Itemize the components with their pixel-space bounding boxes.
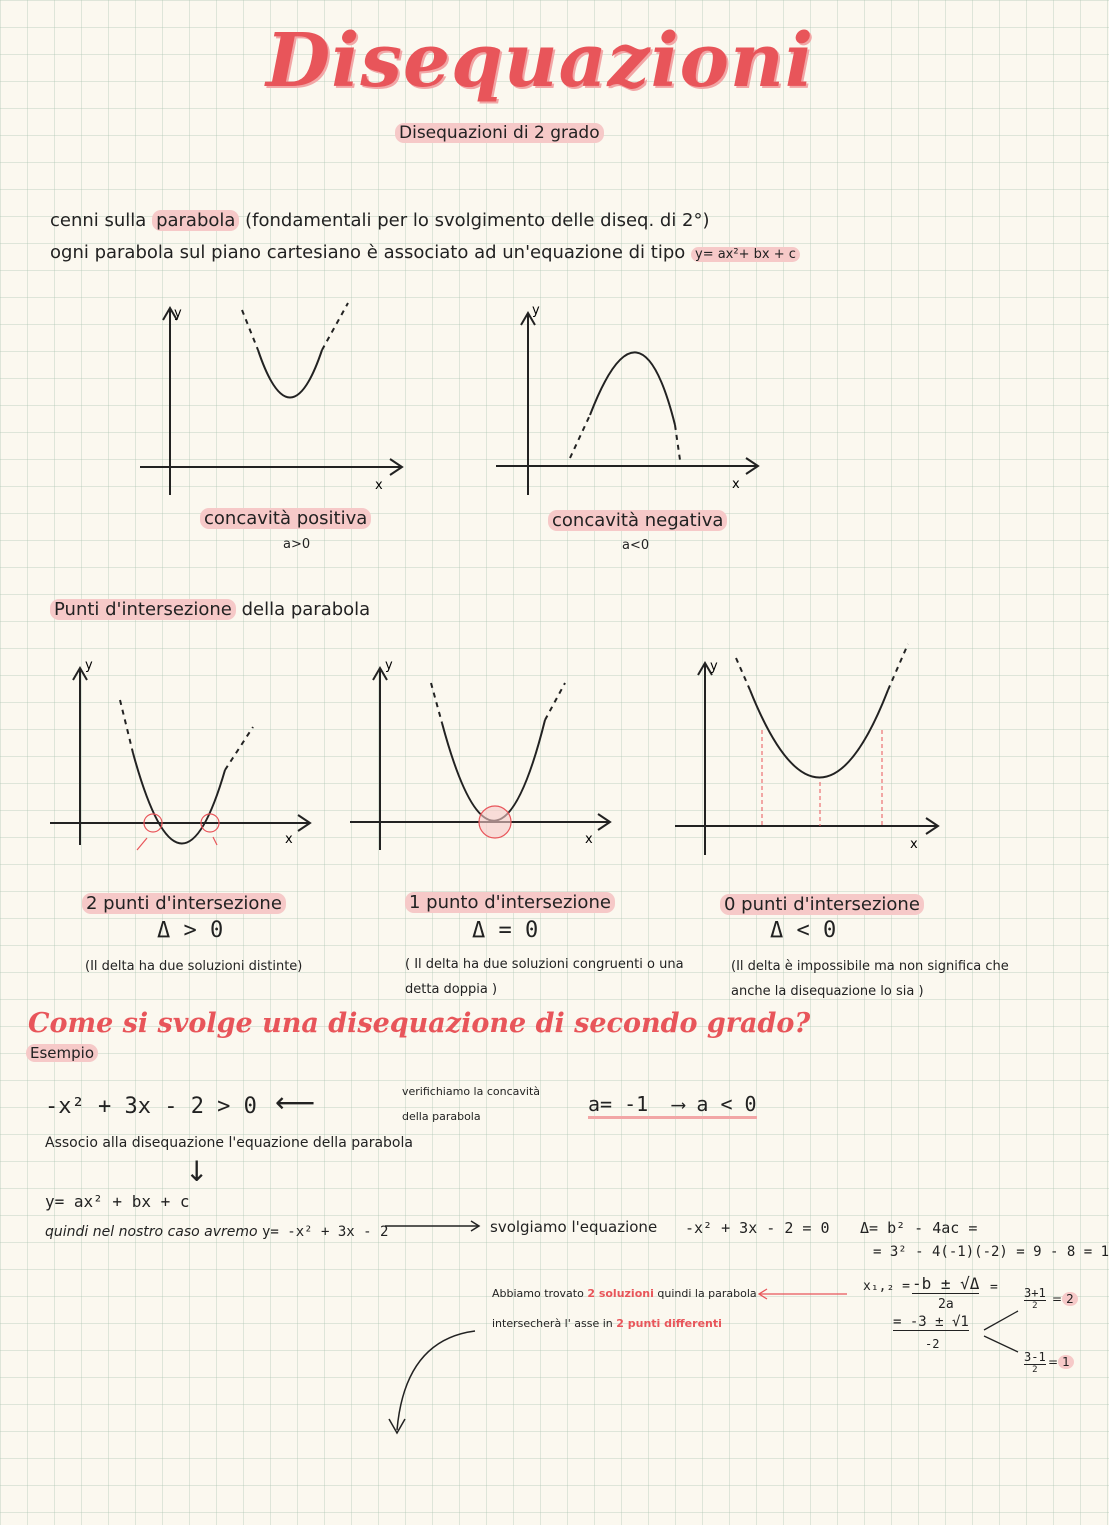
example-label: Esempio xyxy=(26,1044,98,1062)
arrow-right-icon xyxy=(385,1218,485,1234)
delta-line-1: Δ= b² - 4ac = xyxy=(860,1219,978,1237)
subtitle: Disequazioni di 2 grado xyxy=(395,123,604,143)
fraction2-numerator: = -3 ± √1 xyxy=(893,1314,969,1330)
general-form: y= ax² + bx + c xyxy=(45,1192,190,1211)
arrow-left-red-icon xyxy=(755,1286,850,1302)
solution-2-value: = 1 xyxy=(1048,1355,1074,1369)
found-text-2: intersecherà l' asse in 2 punti differenti xyxy=(492,1317,722,1330)
concavity-negative-cond: a<0 xyxy=(622,538,650,553)
specific-equation: y= -x² + 3x - 2 xyxy=(262,1224,389,1240)
x12-label: x₁,₂ = xyxy=(863,1279,910,1294)
x-axis-label: x xyxy=(732,477,740,492)
branch-lines xyxy=(982,1308,1022,1358)
concavity-positive-cond: a>0 xyxy=(283,537,311,552)
case-one-delta: Δ = 0 xyxy=(472,918,539,943)
fraction-numerator: -b ± √Δ xyxy=(912,1274,980,1293)
intersections-heading: Punti d'intersezione della parabola xyxy=(50,599,370,620)
case-one-note-2: detta doppia ) xyxy=(405,982,498,997)
a-value: a= -1 ⟶ a < 0 xyxy=(588,1092,757,1119)
case-zero-label: 0 punti d'intersezione xyxy=(720,894,924,915)
found-text-1: Abbiamo trovato 2 soluzioni quindi la parabola xyxy=(492,1287,757,1300)
example-question: Come si svolge una disequazione di secondo grado? xyxy=(28,1008,811,1039)
solution-1-value: = 2 xyxy=(1052,1292,1078,1306)
quadratic-equation: -x² + 3x - 2 = 0 xyxy=(685,1219,830,1237)
down-arrow-icon: ↓ xyxy=(185,1155,209,1188)
graph-two-intersections xyxy=(45,655,325,855)
example-inequality: -x² + 3x - 2 > 0 xyxy=(45,1094,257,1119)
y-axis-label: y xyxy=(85,658,93,673)
concavity-negative-label: concavità negativa xyxy=(548,510,727,531)
fraction2-denominator: -2 xyxy=(925,1337,940,1351)
y-axis-label: y xyxy=(710,659,718,674)
graph-concavity-negative xyxy=(490,300,780,500)
check-concavity-2: della parabola xyxy=(402,1110,481,1123)
case-zero-note-1: (Il delta è impossibile ma non significa che xyxy=(731,959,1009,974)
case-zero-note-2: anche la disequazione lo sia ) xyxy=(731,984,924,999)
concavity-positive-label: concavità positiva xyxy=(200,508,371,529)
x-axis-label: x xyxy=(585,832,593,847)
page-title: Disequazioni xyxy=(266,18,814,104)
quindi-text: quindi nel nostro caso avremo xyxy=(45,1224,258,1240)
x-axis-label: x xyxy=(910,837,918,852)
graph-concavity-positive xyxy=(130,295,420,505)
solution-2: 3-1 2 xyxy=(1024,1350,1046,1375)
y-axis-label: y xyxy=(385,658,393,673)
x-axis-label: x xyxy=(375,478,383,493)
graph-one-intersection xyxy=(345,655,625,855)
solution-1: 3+1 2 xyxy=(1024,1286,1046,1311)
delta-line-2: = 3² - 4(-1)(-2) = 9 - 8 = 1 xyxy=(873,1244,1109,1260)
y-axis-label: y xyxy=(174,306,182,321)
y-axis-label: y xyxy=(532,303,540,318)
intro-line-2: ogni parabola sul piano cartesiano è associato ad un'equazione di tipo y= ax²+ bx + c xyxy=(50,242,800,263)
case-two-label: 2 punti d'intersezione xyxy=(82,893,286,914)
intro-line-1: cenni sulla parabola (fondamentali per lo svolgimento delle diseq. di 2°) xyxy=(50,210,710,231)
graph-zero-intersections xyxy=(670,650,950,860)
equals-sign: = xyxy=(990,1280,998,1295)
case-zero-delta: Δ < 0 xyxy=(770,918,837,943)
case-two-note: (Il delta ha due soluzioni distinte) xyxy=(85,959,303,974)
associate-text: Associo alla disequazione l'equazione della parabola xyxy=(45,1135,413,1151)
arrow-left-icon: ⟵ xyxy=(275,1086,316,1119)
solve-label: svolgiamo l'equazione xyxy=(490,1218,658,1236)
case-one-label: 1 punto d'intersezione xyxy=(405,892,615,913)
case-two-delta: Δ > 0 xyxy=(157,918,224,943)
fraction-denominator: 2a xyxy=(938,1297,954,1312)
curved-arrow-icon xyxy=(385,1325,485,1440)
case-one-note-1: ( Il delta ha due soluzioni congruenti o una xyxy=(405,957,684,972)
x-axis-label: x xyxy=(285,832,293,847)
check-concavity-1: verifichiamo la concavità xyxy=(402,1085,540,1098)
